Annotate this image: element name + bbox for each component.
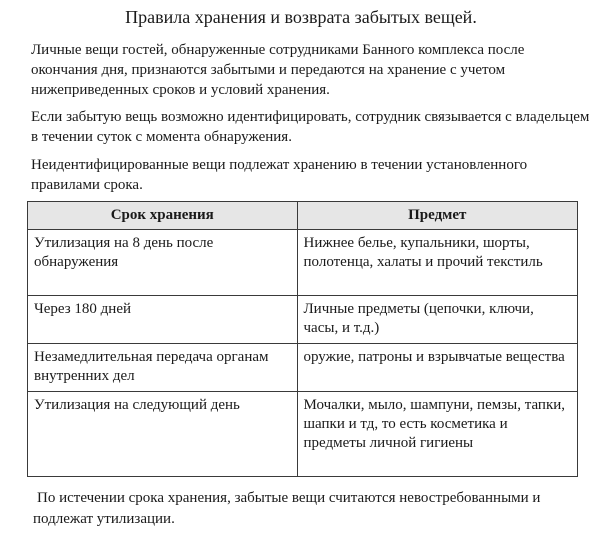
table-row bbox=[28, 230, 578, 296]
header-storage-period: Срок хранения bbox=[28, 202, 298, 230]
cell-storage-period: Утилизация на следующий день bbox=[28, 392, 298, 477]
table-row bbox=[28, 296, 578, 344]
paragraph-unidentified: Неидентифицированные вещи подлежат хранению в течении установленного правилами срока. bbox=[31, 157, 528, 193]
cell-item: оружие, патроны и взрывчатые вещества bbox=[297, 344, 578, 392]
cell-storage-period: Незамедлительная передача органам внутренних дел bbox=[28, 344, 298, 392]
storage-rules-table bbox=[27, 201, 578, 477]
table-row bbox=[28, 344, 578, 392]
table-header-row bbox=[28, 202, 578, 230]
cell-storage-period: Утилизация на 8 день после обнаружения bbox=[28, 230, 298, 296]
paragraph-forgotten-items: Личные вещи гостей, обнаруженные сотрудниками Банного комплекса после окончания дня, признаются забытыми и передаются на хранение с учетом нижеприведенных сроков и условий хранения. bbox=[31, 42, 525, 98]
cell-item: Личные предметы (цепочки, ключи, часы, и т.д.) bbox=[297, 296, 578, 344]
paragraph-footer-disposal: По истечении срока хранения, забытые вещи считаются невостребованными и подлежат утилизации. bbox=[33, 490, 541, 527]
table-row bbox=[28, 392, 578, 477]
cell-item: Нижнее белье, купальники, шорты, полотенца, халаты и прочий текстиль bbox=[297, 230, 578, 296]
cell-storage-period: Через 180 дней bbox=[28, 296, 298, 344]
cell-item: Мочалки, мыло, шампуни, пемзы, тапки, шапки и тд, то есть косметика и предметы личной гигиены bbox=[297, 392, 578, 477]
paragraph-identification: Если забытую вещь возможно идентифицировать, сотрудник связывается с владельцем в течении суток с момента обнаружения. bbox=[31, 109, 590, 145]
document-title: Правила хранения и возврата забытых вещей. bbox=[125, 7, 477, 27]
header-item: Предмет bbox=[297, 202, 578, 230]
